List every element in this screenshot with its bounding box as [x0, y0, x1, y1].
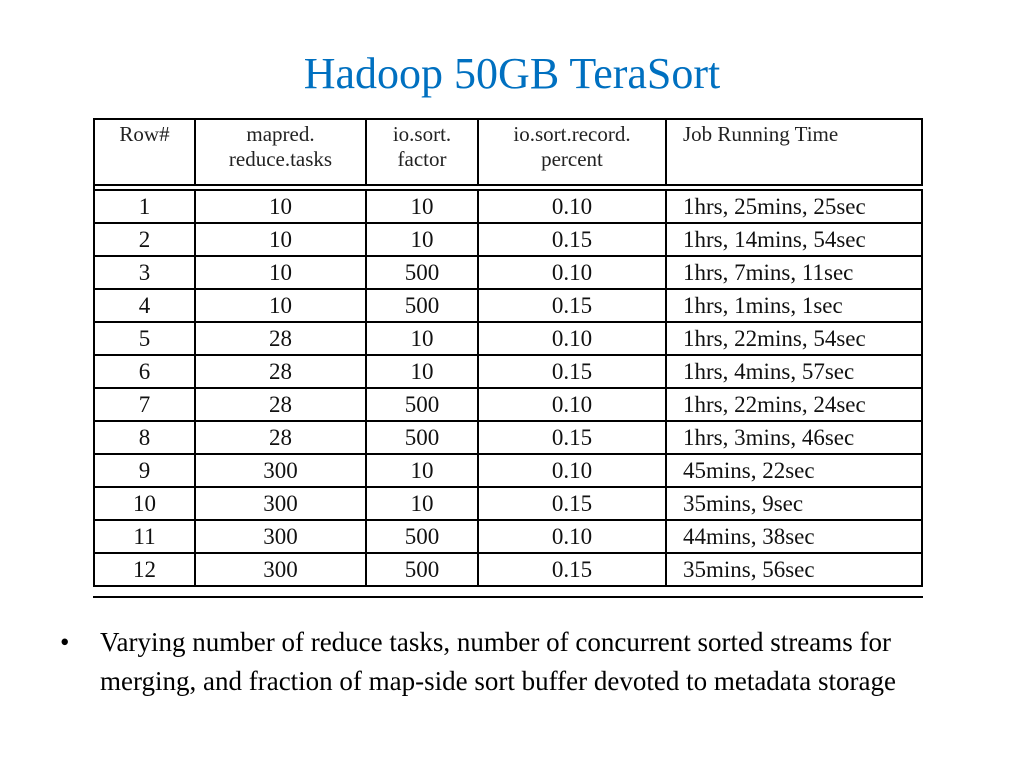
cell-job-running-time: 44mins, 38sec — [667, 521, 923, 554]
cell-row-number: 7 — [93, 389, 196, 422]
table-row — [93, 521, 923, 554]
cell-sort-factor: 500 — [367, 554, 479, 587]
cell-row-number: 12 — [93, 554, 196, 587]
header-sort-factor: io.sort. factor — [367, 118, 479, 186]
cell-record-percent: 0.15 — [479, 224, 667, 257]
cell-sort-factor: 10 — [367, 189, 479, 224]
cell-row-number: 1 — [93, 189, 196, 224]
cell-job-running-time: 35mins, 9sec — [667, 488, 923, 521]
slide-title: Hadoop 50GB TeraSort — [303, 49, 721, 98]
cell-sort-factor: 10 — [367, 488, 479, 521]
table-row — [93, 257, 923, 290]
cell-job-running-time: 1hrs, 7mins, 11sec — [667, 257, 923, 290]
cell-reduce-tasks: 10 — [196, 189, 367, 224]
cell-sort-factor: 10 — [367, 224, 479, 257]
cell-reduce-tasks: 300 — [196, 554, 367, 587]
terasort-table — [93, 118, 923, 587]
cell-reduce-tasks: 10 — [196, 224, 367, 257]
cell-record-percent: 0.15 — [479, 422, 667, 455]
cell-job-running-time: 45mins, 22sec — [667, 455, 923, 488]
header-row-number: Row# — [93, 118, 196, 186]
cell-record-percent: 0.10 — [479, 323, 667, 356]
table-row — [93, 290, 923, 323]
table-header-row — [93, 118, 923, 186]
cell-row-number: 8 — [93, 422, 196, 455]
cell-row-number: 4 — [93, 290, 196, 323]
table-row — [93, 356, 923, 389]
cell-row-number: 10 — [93, 488, 196, 521]
cell-record-percent: 0.10 — [479, 389, 667, 422]
cell-reduce-tasks: 28 — [196, 323, 367, 356]
cell-record-percent: 0.15 — [479, 290, 667, 323]
cell-sort-factor: 500 — [367, 422, 479, 455]
cell-job-running-time: 35mins, 56sec — [667, 554, 923, 587]
cell-job-running-time: 1hrs, 1mins, 1sec — [667, 290, 923, 323]
table-row — [93, 455, 923, 488]
cell-reduce-tasks: 10 — [196, 290, 367, 323]
bullet-text: Varying number of reduce tasks, number of concurrent sorted streams for merging, and fraction of map-side sort buffer devoted to metadata storage — [100, 627, 896, 696]
cell-record-percent: 0.15 — [479, 554, 667, 587]
bullet-dot: • — [60, 627, 70, 657]
cell-record-percent: 0.10 — [479, 257, 667, 290]
table-row — [93, 488, 923, 521]
cell-reduce-tasks: 300 — [196, 521, 367, 554]
cell-record-percent: 0.15 — [479, 488, 667, 521]
cell-row-number: 11 — [93, 521, 196, 554]
header-record-percent: io.sort.record. percent — [479, 118, 667, 186]
cell-row-number: 9 — [93, 455, 196, 488]
cell-reduce-tasks: 28 — [196, 389, 367, 422]
cell-row-number: 6 — [93, 356, 196, 389]
cell-job-running-time: 1hrs, 14mins, 54sec — [667, 224, 923, 257]
cell-sort-factor: 10 — [367, 323, 479, 356]
cell-row-number: 5 — [93, 323, 196, 356]
table-row — [93, 189, 923, 224]
cell-row-number: 2 — [93, 224, 196, 257]
cell-record-percent: 0.10 — [479, 189, 667, 224]
cell-reduce-tasks: 28 — [196, 356, 367, 389]
cell-sort-factor: 500 — [367, 257, 479, 290]
table-row — [93, 554, 923, 587]
cell-sort-factor: 10 — [367, 356, 479, 389]
cell-record-percent: 0.10 — [479, 455, 667, 488]
cell-record-percent: 0.15 — [479, 356, 667, 389]
table-bottom-rule — [93, 596, 923, 598]
header-job-running-time: Job Running Time — [667, 118, 923, 186]
cell-reduce-tasks: 300 — [196, 488, 367, 521]
cell-job-running-time: 1hrs, 25mins, 25sec — [667, 189, 923, 224]
bullet-point — [60, 623, 960, 701]
cell-job-running-time: 1hrs, 22mins, 24sec — [667, 389, 923, 422]
cell-row-number: 3 — [93, 257, 196, 290]
cell-job-running-time: 1hrs, 4mins, 57sec — [667, 356, 923, 389]
cell-sort-factor: 500 — [367, 290, 479, 323]
header-reduce-tasks: mapred. reduce.tasks — [196, 118, 367, 186]
table-row — [93, 224, 923, 257]
cell-record-percent: 0.10 — [479, 521, 667, 554]
cell-reduce-tasks: 300 — [196, 455, 367, 488]
table-row — [93, 389, 923, 422]
cell-job-running-time: 1hrs, 22mins, 54sec — [667, 323, 923, 356]
table-row — [93, 323, 923, 356]
cell-job-running-time: 1hrs, 3mins, 46sec — [667, 422, 923, 455]
cell-sort-factor: 500 — [367, 389, 479, 422]
cell-reduce-tasks: 28 — [196, 422, 367, 455]
cell-sort-factor: 500 — [367, 521, 479, 554]
table-row — [93, 422, 923, 455]
cell-sort-factor: 10 — [367, 455, 479, 488]
cell-reduce-tasks: 10 — [196, 257, 367, 290]
